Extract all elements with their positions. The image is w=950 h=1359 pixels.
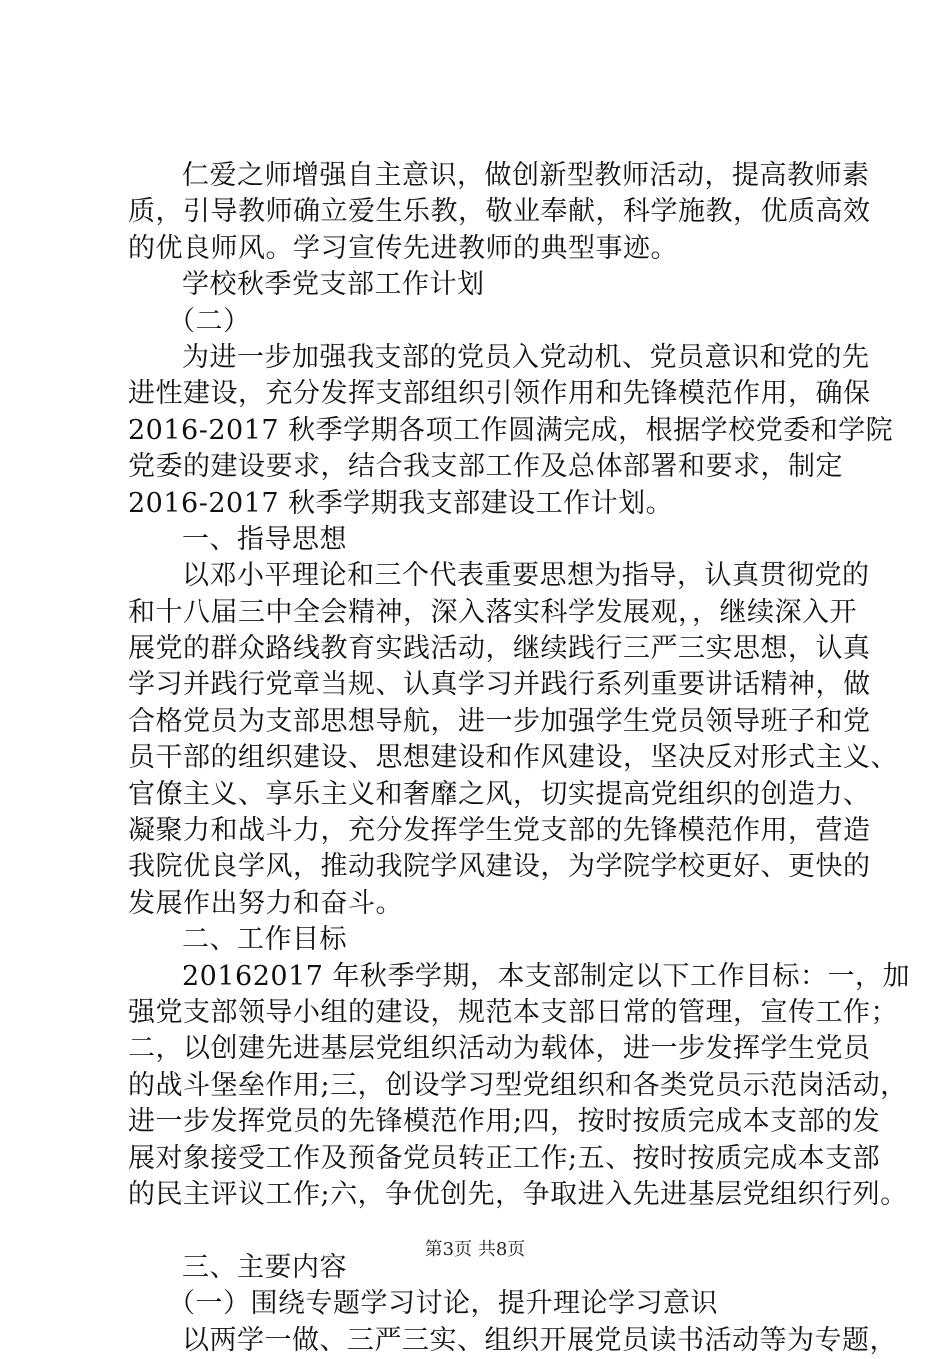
paragraph-line: 的民主评议工作;六，争优创先，争取进入先进基层党组织行列。 <box>128 1178 908 1210</box>
paragraph-line: 凝聚力和战斗力，充分发挥学生党支部的先锋模范作用，营造 <box>128 815 871 847</box>
paragraph-line: 2016-2017 秋季学期我支部建设工作计划。 <box>128 487 674 519</box>
paragraph-line: 为进一步加强我支部的党员入党动机、党员意识和党的先 <box>182 341 870 373</box>
paragraph-line: 质，引导教师确立爱生乐教，敬业奉献，科学施教，优质高效 <box>128 196 871 228</box>
section-subheading: （二） <box>168 305 251 337</box>
paragraph-line: 的优良师风。学习宣传先进教师的典型事迹。 <box>128 232 678 264</box>
section-heading: 三、主要内容 <box>182 1251 347 1283</box>
paragraph-line: 二，以创建先进基层党组织活动为载体，进一步发挥学生党员 <box>128 1033 871 1065</box>
paragraph-line: 和十八届三中全会精神，深入落实科学发展观，，继续深入开 <box>128 596 857 628</box>
paragraph-line: 仁爱之师增强自主意识，做创新型教师活动，提高教师素 <box>182 160 870 191</box>
paragraph-line: 合格党员为支部思想导航，进一步加强学生党员领导班子和党 <box>128 705 871 737</box>
paragraph-line: 2016-2017 秋季学期各项工作圆满完成，根据学校党委和学院 <box>128 414 894 446</box>
section-heading: 学校秋季党支部工作计划 <box>182 269 485 301</box>
page-number-footer: 第3页 共8页 <box>424 1239 526 1260</box>
paragraph-line: 员干部的组织建设、思想建设和作风建设，坚决反对形式主义、 <box>128 742 898 774</box>
paragraph-line: 进一步发挥党员的先锋模范作用;四，按时按质完成本支部的发 <box>128 1106 881 1138</box>
section-heading: 二、工作目标 <box>182 924 347 956</box>
paragraph-line: 学习并践行党章当规、认真学习并践行系列重要讲话精神，做 <box>128 669 871 701</box>
paragraph-line: 以两学一做、三严三实、组织开展党员读书活动等为专题， <box>182 1324 897 1356</box>
paragraph-line: 的战斗堡垒作用;三，创设学习型党组织和各类党员示范岗活动， <box>128 1069 908 1101</box>
paragraph-line: 展对象接受工作及预备党员转正工作;五、按时按质完成本支部 <box>128 1142 881 1174</box>
paragraph-line: 党委的建设要求，结合我支部工作及总体部署和要求，制定 <box>128 451 843 483</box>
paragraph-line: 20162017 年秋季学期，本支部制定以下工作目标：一，加 <box>182 960 911 992</box>
section-heading: 一、指导思想 <box>182 523 347 555</box>
paragraph-line: 以邓小平理论和三个代表重要思想为指导，认真贯彻党的 <box>182 560 870 592</box>
paragraph-line: 展党的群众路线教育实践活动，继续践行三严三实思想，认真 <box>128 633 871 665</box>
paragraph-line: 发展作出努力和奋斗。 <box>128 887 403 919</box>
paragraph-line: 强党支部领导小组的建设，规范本支部日常的管理，宣传工作； <box>128 996 898 1028</box>
paragraph-line: 进性建设，充分发挥支部组织引领作用和先锋模范作用，确保 <box>128 378 871 410</box>
document-body <box>128 158 911 1359</box>
paragraph-line: 官僚主义、享乐主义和奢靡之风，切实提高党组织的创造力、 <box>128 778 871 810</box>
paragraph-line: 我院优良学风，推动我院学风建设，为学院学校更好、更快的 <box>128 851 871 883</box>
section-subheading: （一）围绕专题学习讨论，提升理论学习意识 <box>168 1288 718 1320</box>
